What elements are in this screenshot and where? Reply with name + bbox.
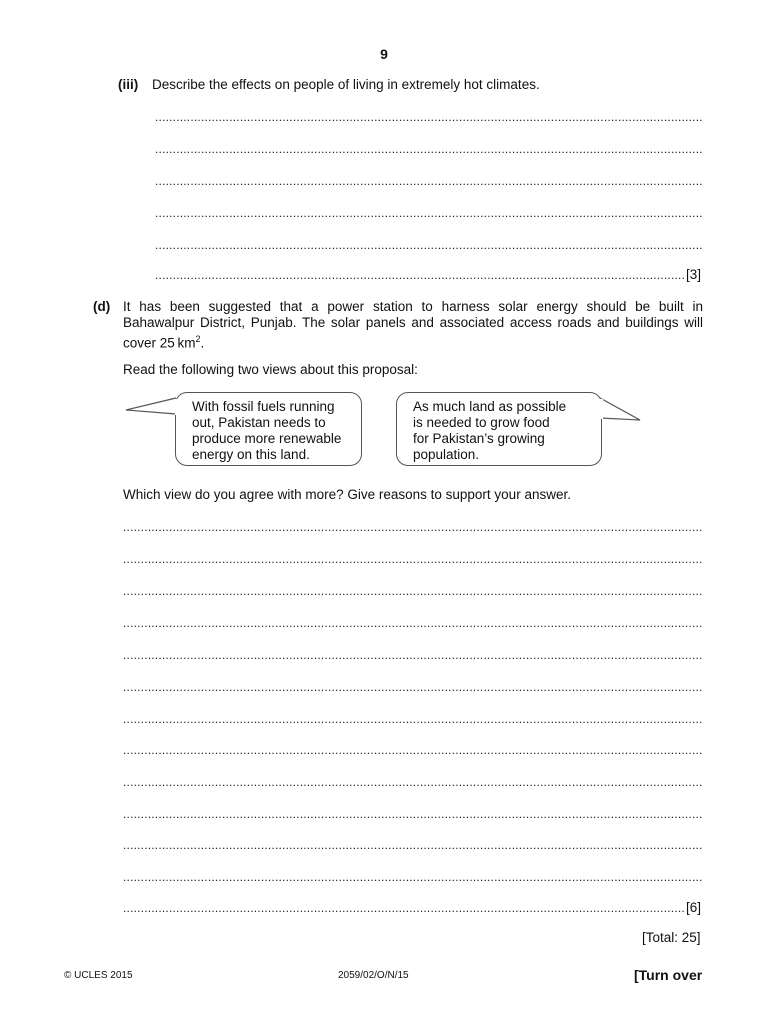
view-right-line: is needed to grow food (413, 415, 550, 430)
intro-line-2: Bahawalpur District, Punjab. The solar panels and associated access roads and buildings will (123, 315, 703, 330)
intro-line-3 (123, 331, 204, 352)
tail-join-right (599, 399, 603, 419)
answer-line[interactable] (123, 712, 703, 726)
view-right-line: for Pakistan’s growing (413, 431, 545, 446)
view-left-line: produce more renewable (192, 431, 342, 446)
question-iii-text: Describe the effects on people of living in extremely hot climates. (152, 77, 540, 92)
marks-d: [6] (686, 900, 702, 915)
answer-line[interactable] (155, 110, 703, 124)
answer-line[interactable] (123, 743, 703, 757)
answer-line[interactable] (123, 648, 703, 662)
paper-code: 2059/02/O/N/15 (338, 970, 409, 981)
view-left-bubble (175, 392, 362, 466)
copyright: © UCLES 2015 (64, 970, 133, 981)
intro-line-3-text: cover 25 km (123, 335, 196, 351)
question-label-d: (d) (93, 299, 111, 314)
view-right-line: As much land as possible (413, 399, 567, 414)
answer-line[interactable] (155, 142, 703, 156)
answer-line[interactable] (123, 901, 685, 915)
answer-line[interactable] (155, 238, 703, 252)
total-marks: [Total: 25] (642, 930, 701, 945)
view-left-line: out, Pakistan needs to (192, 415, 326, 430)
intro-line-1: It has been suggested that a power station to harness solar energy should be built in (123, 299, 703, 314)
question-label-iii: (iii) (118, 77, 139, 92)
answer-line[interactable] (123, 680, 703, 694)
answer-line[interactable] (123, 616, 703, 630)
answer-line[interactable] (123, 584, 703, 598)
answer-line[interactable] (155, 174, 703, 188)
answer-line[interactable] (123, 838, 703, 852)
view-right-line: population. (413, 447, 480, 462)
answer-line[interactable] (123, 552, 703, 566)
intro-line-3-end: . (200, 335, 205, 351)
answer-line[interactable] (155, 268, 685, 282)
view-right-bubble (396, 392, 602, 466)
question-d-text: Which view do you agree with more? Give reasons to support your answer. (123, 487, 571, 502)
turn-over: [Turn over (634, 967, 703, 983)
page-number: 9 (380, 46, 388, 62)
answer-line[interactable] (155, 206, 703, 220)
view-left-line: energy on this land. (192, 447, 310, 462)
answer-line[interactable] (123, 775, 703, 789)
answer-line[interactable] (123, 807, 703, 821)
view-left-line: With fossil fuels running (192, 399, 335, 414)
superscript-2: 2 (195, 334, 201, 344)
tail-join-left (175, 399, 178, 415)
answer-line[interactable] (123, 520, 703, 534)
marks-iii: [3] (686, 267, 702, 282)
read-prompt: Read the following two views about this proposal: (123, 362, 418, 377)
answer-line[interactable] (123, 870, 703, 884)
